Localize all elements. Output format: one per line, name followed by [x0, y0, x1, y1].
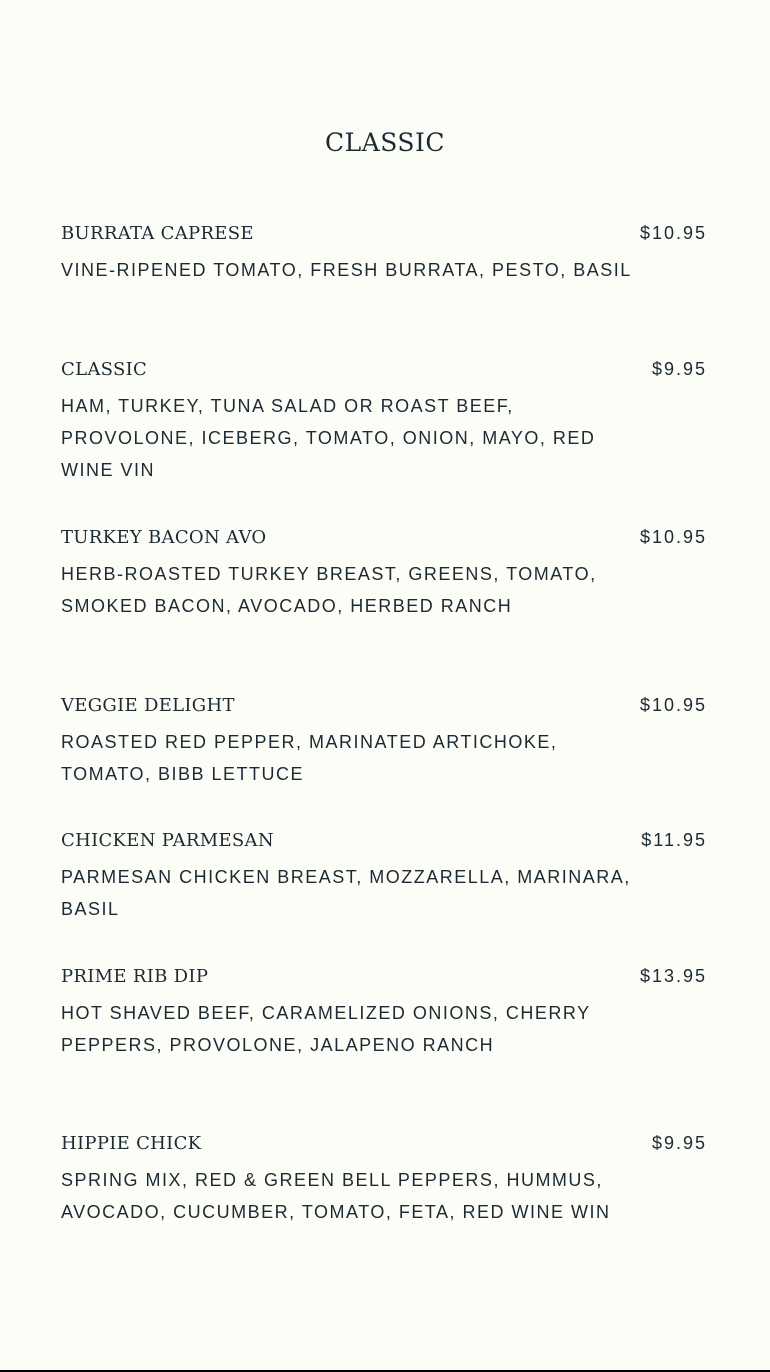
menu-item-classic: [61, 354, 707, 522]
item-price: $13.95: [639, 966, 707, 986]
item-name: PRIME RIB DIP: [61, 966, 209, 987]
item-name: CHICKEN PARMESAN: [61, 830, 274, 851]
item-name: CLASSIC: [61, 359, 148, 380]
menu-item-hippie-chick: [61, 1128, 707, 1268]
menu-item-turkey-bacon-avo: [61, 522, 707, 690]
item-price: $11.95: [641, 830, 707, 850]
item-description: HOT SHAVED BEEF, CARAMELIZED ONIONS, CHERRY PEPPERS, PROVOLONE, JALAPENO RANCH: [61, 1003, 591, 1055]
menu-item-veggie-delight: [61, 690, 707, 825]
item-description: PARMESAN CHICKEN BREAST, MOZZARELLA, MARINARA, BASIL: [61, 867, 631, 919]
item-header: [61, 218, 707, 248]
item-description: HAM, TURKEY, TUNA SALAD OR ROAST BEEF, PROVOLONE, ICEBERG, TOMATO, ONION, MAYO, RED WINE VIN: [61, 396, 596, 480]
item-header: [61, 961, 707, 991]
menu-list: [61, 218, 707, 1268]
menu-item-chicken-parmesan: [61, 825, 707, 961]
item-price: $9.95: [651, 1133, 707, 1153]
item-price: $10.95: [639, 527, 707, 547]
item-price: $10.95: [639, 223, 707, 243]
item-name: BURRATA CAPRESE: [61, 223, 254, 244]
item-name: TURKEY BACON AVO: [61, 527, 267, 548]
item-price: $10.95: [639, 695, 707, 715]
item-description: SPRING MIX, RED & GREEN BELL PEPPERS, HUMMUS, AVOCADO, CUCUMBER, TOMATO, FETA, RED WINE WIN: [61, 1170, 611, 1222]
item-description: HERB-ROASTED TURKEY BREAST, GREENS, TOMATO, SMOKED BACON, AVOCADO, HERBED RANCH: [61, 564, 597, 616]
item-name: HIPPIE CHICK: [61, 1133, 202, 1154]
item-price: $9.95: [651, 359, 707, 379]
item-description: VINE-RIPENED TOMATO, FRESH BURRATA, PESTO, BASIL: [61, 260, 632, 280]
item-header: [61, 522, 707, 552]
item-header: [61, 354, 707, 384]
item-header: [61, 825, 707, 855]
item-header: [61, 1128, 707, 1158]
section-title: CLASSIC: [324, 128, 446, 157]
menu-item-burrata-caprese: [61, 218, 707, 354]
menu-item-prime-rib-dip: [61, 961, 707, 1128]
item-description: ROASTED RED PEPPER, MARINATED ARTICHOKE, TOMATO, BIBB LETTUCE: [61, 732, 558, 784]
item-name: VEGGIE DELIGHT: [61, 695, 235, 716]
item-header: [61, 690, 707, 720]
